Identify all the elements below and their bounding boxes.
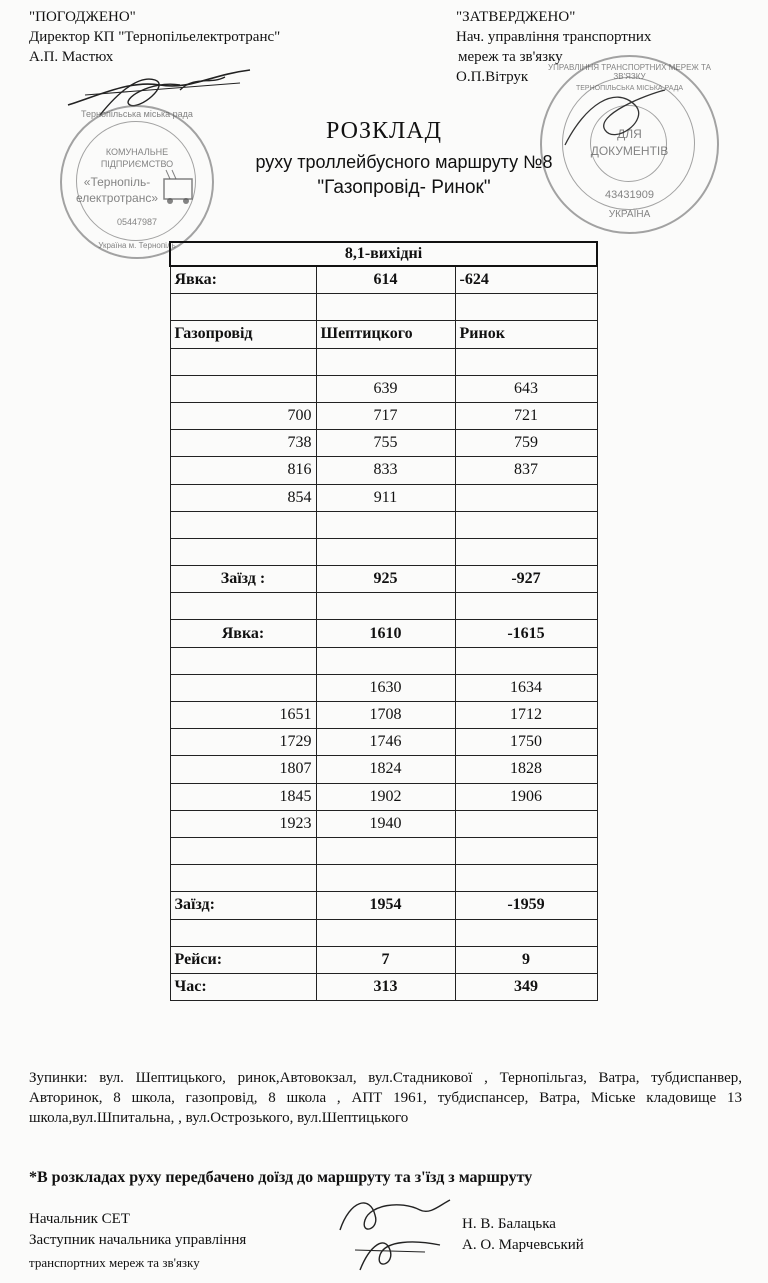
signatures-left [29,1210,246,1272]
table-cell [316,837,455,864]
signer-title-2: Заступник начальника управління [29,1232,247,1248]
company-stamp-line3: «Тернопіль- [83,175,151,189]
table-cell: 1807 [170,756,316,783]
department-stamp-ring-inner: ТЕРНОПІЛЬСЬКА МІСЬКА РАДА [575,85,684,92]
approval-left-name: А.П. Мастюх [29,49,114,65]
table-cell: 1902 [316,783,455,810]
table-cell [170,511,316,538]
approval-left-position: Директор КП "Тернопільелектротранс" [29,29,281,45]
table-cell [455,294,597,321]
table-row [170,538,597,565]
document-title: РОЗКЛАД [326,118,442,144]
approval-right-heading: "ЗАТВЕРДЖЕНО" [456,9,576,25]
table-row [170,892,597,919]
table-cell [316,647,455,674]
table-cell [455,919,597,946]
table-row [170,729,597,756]
table-cell [455,348,597,375]
table-cell [455,511,597,538]
table-cell [455,484,597,511]
table-row [170,919,597,946]
company-stamp-ring-bottom: Україна м. Тернопіль [98,241,176,250]
table-row [170,484,597,511]
table-cell: Явка: [170,620,316,647]
table-cell: 9 [455,946,597,973]
department-stamp-line2: ДОКУМЕНТІВ [590,144,669,158]
table-cell: 816 [170,457,316,484]
approval-right-position-2: мереж та зв'язку [458,49,563,65]
table-row [170,294,597,321]
document-subtitle: руху троллейбусного маршруту №8 [255,152,553,172]
approval-right-name: О.П.Вітрук [456,69,529,85]
table-cell: 833 [316,457,455,484]
table-cell: 7 [316,946,455,973]
table-cell [316,919,455,946]
table-cell [316,865,455,892]
table-cell [170,538,316,565]
table-row [170,783,597,810]
table-cell [455,865,597,892]
table-cell [170,919,316,946]
table-cell [316,348,455,375]
signer-title-1: Начальник СЕТ [29,1211,130,1227]
table-cell [455,538,597,565]
table-cell: 614 [316,266,455,294]
table-cell: 1610 [316,620,455,647]
table-cell: 1651 [170,702,316,729]
table-row [170,837,597,864]
table-cell [316,593,455,620]
table-cell: 755 [316,430,455,457]
schedule-table [169,241,598,1001]
table-cell: 1940 [316,810,455,837]
stops-list: Зупинки: вул. Шептицького, ринок,Автовокзал, вул.Стадникової , Тернопільгаз, Ватра, тубдиспанвер, Авторинок, 8 школа, газопровід, 8 школа , АПТ 1961, тубдиспансер, Ватра, Міське кладовище 13 школа,вул.Шпитальна, , вул.Острозького, вул.Шептицького [29,1070,742,1126]
department-stamp-ring-bottom: УКРАЇНА [608,209,651,220]
table-cell [170,375,316,402]
table-cell [170,647,316,674]
table-cell [170,837,316,864]
table-row [170,702,597,729]
table-cell: Заїзд : [170,566,316,593]
department-stamp-code: 43431909 [605,189,654,201]
table-cell: 1906 [455,783,597,810]
table-cell [316,511,455,538]
table-cell: 1954 [316,892,455,919]
footer-signatures [330,1190,460,1280]
table-cell: 313 [316,973,455,1000]
table-row [170,457,597,484]
table-cell: 639 [316,375,455,402]
signer-name-2: А. О. Марчевський [462,1237,584,1253]
table-row [170,756,597,783]
signer-title-3: транспортних мереж та зв'язку [29,1255,200,1270]
table-cell: Заїзд: [170,892,316,919]
table-cell [170,294,316,321]
table-cell: 700 [170,402,316,429]
table-row [170,620,597,647]
table-cell [170,348,316,375]
table-cell: 1630 [316,674,455,701]
table-row [170,810,597,837]
table-cell: Явка: [170,266,316,294]
approval-right-position-1: Нач. управління транспортних [456,29,652,45]
approval-left-heading: "ПОГОДЖЕНО" [29,9,136,25]
table-cell [316,294,455,321]
table-cell: 1712 [455,702,597,729]
table-cell: -1959 [455,892,597,919]
table-cell: 1824 [316,756,455,783]
table-cell: 1708 [316,702,455,729]
table-cell: -1615 [455,620,597,647]
table-row [170,266,597,294]
table-cell: 349 [455,973,597,1000]
route-name: "Газопровід- Ринок" [317,177,491,198]
table-cell: Час: [170,973,316,1000]
table-cell: 1923 [170,810,316,837]
signer-name-1: Н. В. Балацька [462,1216,556,1232]
company-stamp-line4: електротранс» [75,191,159,205]
table-row [170,946,597,973]
company-stamp-line1: КОМУНАЛЬНЕ [105,147,169,157]
table-row [170,647,597,674]
table-cell: 1750 [455,729,597,756]
table-cell [170,593,316,620]
table-cell: Шептицкого [316,321,455,348]
department-stamp-ring-top: УПРАВЛІННЯ ТРАНСПОРТНИХ МЕРЕЖ ТА ЗВ'ЯЗКУ [548,63,711,81]
table-row [170,321,597,348]
table-cell: Ринок [455,321,597,348]
table-cell: 643 [455,375,597,402]
table-row [170,511,597,538]
department-stamp-line1: ДЛЯ [617,127,642,141]
table-cell: 911 [316,484,455,511]
table-cell [455,647,597,674]
table-cell [316,538,455,565]
table-cell [455,593,597,620]
table-cell: 717 [316,402,455,429]
company-stamp-line2: ПІДПРИЄМСТВО [100,159,174,169]
table-row [170,566,597,593]
table-row [170,348,597,375]
table-cell [455,810,597,837]
table-cell: -927 [455,566,597,593]
table-cell: 925 [316,566,455,593]
table-cell: 1828 [455,756,597,783]
table-row [170,973,597,1000]
table-cell: Газопровід [170,321,316,348]
table-row [170,593,597,620]
table-row [170,375,597,402]
company-stamp-ring-top: Тернопільська міська рада [81,109,193,119]
table-cell: 1729 [170,729,316,756]
schedule-note: *В розкладах руху передбачено доїзд до маршруту та з'їзд з маршруту [29,1169,533,1186]
signatures-right [462,1214,584,1256]
table-cell: 721 [455,402,597,429]
table-caption: 8,1-вихідні [170,242,597,266]
table-cell: 738 [170,430,316,457]
table-cell: 854 [170,484,316,511]
company-stamp-code: 05447987 [116,217,158,227]
table-cell [170,865,316,892]
table-row [170,674,597,701]
table-cell: 1746 [316,729,455,756]
table-cell: Рейси: [170,946,316,973]
table-row [170,865,597,892]
table-row [170,430,597,457]
table-row [170,402,597,429]
table-cell [455,837,597,864]
table-cell: 837 [455,457,597,484]
table-cell: 759 [455,430,597,457]
table-cell: 1845 [170,783,316,810]
table-cell [170,674,316,701]
table-cell: 1634 [455,674,597,701]
table-cell: -624 [455,266,597,294]
